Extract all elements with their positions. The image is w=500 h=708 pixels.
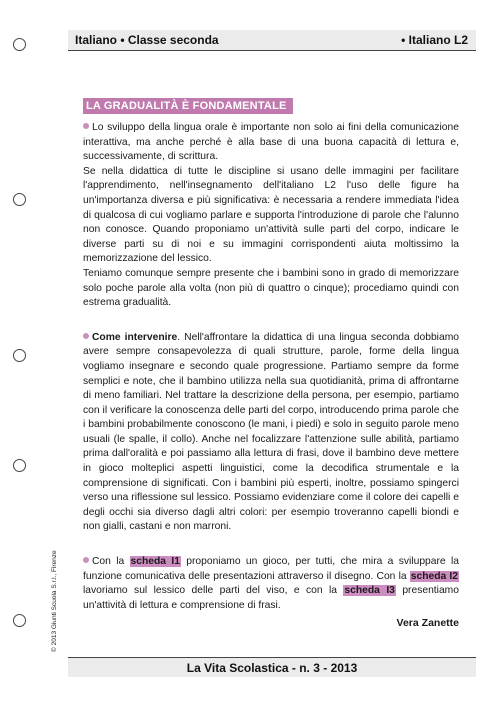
header-rule	[68, 50, 476, 51]
binder-hole-4	[13, 459, 26, 472]
paragraph-come-intervenire-text: . Nell'affrontare la didattica di una lingua seconda dobbiamo avere sempre consapevolezza di quali strutture, parole, forme della lingua vogliamo insegnare e secondo quale progressione. Partiamo sempre da forme semplici e note, che il bambino utilizza nella sua quotidianità, prima di affrontarne di meno familiari. Nel trattare la descrizione della persona, per esempio, partiamo con il verificare la conoscenza delle parti del corpo, introducendo prima parole che i bambini probabilmente conoscono (le mani, i piedi) e solo in seguito parole meno usuali (le spalle, il collo). Anche nel focalizzare l'attenzione sulle abilità, partiamo prima dall'oralità e poi passiamo alla lettura di frasi, dove il bambino deve mettere in gioco molteplici aspetti linguistici, come la decodifica strumentale e la comprensione di significati. Con i bambini più esperti, inoltre, possiamo spingerci verso una riflessione sul lessico. Possiamo evidenziare come il colore dei capelli e degli occhi sia diverso dagli altri colori: per esempio troveranno capelli biondi e non gialli, castani e non marroni.	[83, 331, 459, 533]
scheda-i1-link[interactable]: scheda I1	[130, 556, 180, 568]
binder-hole-1	[13, 38, 26, 51]
author-signature: Vera Zanette	[396, 617, 459, 630]
paragraph-lead: Come intervenire	[92, 331, 178, 343]
paragraph-gradual: Teniamo comunque sempre presente che i bambini sono in grado di memorizzare solo poche parole alla volta (non più di quattro o cinque); procediamo quindi con estrema gradualità.	[83, 267, 459, 309]
binder-hole-3	[13, 349, 26, 362]
footer-publication: La Vita Scolastica - n. 3 - 2013	[186, 661, 358, 675]
schede-text-c: lavoriamo sul lessico delle parti del viso, e con la	[83, 585, 344, 597]
binder-hole-5	[13, 614, 26, 627]
schede-text-a: Con la	[92, 556, 130, 568]
binder-hole-2	[13, 193, 26, 206]
article-body	[83, 96, 459, 629]
copyright-notice: © 2013 Giunti Scuola S.r.l., Firenze	[51, 550, 58, 652]
schede-text-d: presentiamo un'attività di lettura e comprensione di frasi.	[83, 585, 459, 611]
schede-text-b: proponiamo un gioco, per tutti, che mira a sviluppare la funzione comunicativa delle presentazioni attraverso il disegno. Con la	[83, 556, 459, 582]
paragraph-come-intervenire	[83, 331, 459, 535]
header-topic: • Italiano L2	[401, 33, 468, 47]
scheda-i3-link[interactable]: scheda I3	[344, 585, 395, 597]
paragraph-intro-text: Lo sviluppo della lingua orale è importante non solo ai fini della comunicazione interattiva, ma anche perché è alla base di una buona capacità di lettura e, successivamente, di scrittura.	[83, 122, 459, 163]
paragraph-images: Se nella didattica di tutte le discipline si usano delle immagini per facilitare l'apprendimento, nell'insegnamento dell'italiano L2 l'uso delle figure ha un'importanza diversa e più significativa: è necessaria a rendere immediata l'idea di qualcosa di cui vogliamo parlare e supporta l'introduzione di parole che l'alunno non conosce. Quando proponiamo un'attività sulle parti del corpo, indicare le diverse parti su di noi e su immagini corrispondenti aiuta moltissimo la memorizzazione del lessico.	[83, 165, 459, 265]
bullet-icon	[83, 557, 89, 563]
paragraph-intro	[83, 121, 459, 165]
scheda-i2-link[interactable]: scheda I2	[410, 570, 458, 582]
section-title: LA GRADUALITÀ È FONDAMENTALE	[83, 98, 293, 114]
paragraph-schede	[83, 555, 459, 613]
bullet-icon	[83, 123, 89, 129]
header-subject: Italiano • Classe seconda	[75, 33, 219, 47]
bullet-icon	[83, 333, 89, 339]
